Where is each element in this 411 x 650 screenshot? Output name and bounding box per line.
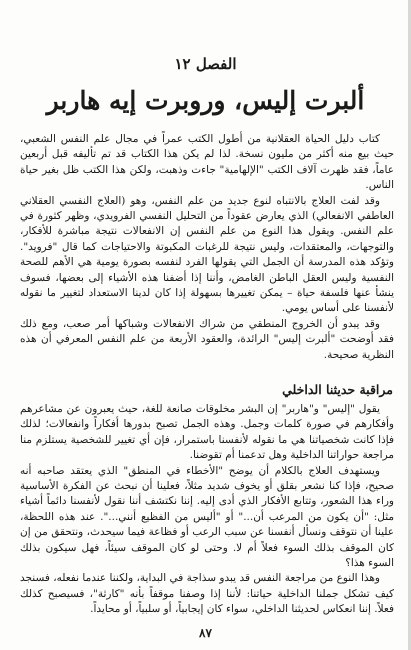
paragraph: وقد يبدو أن الخروج المنطقي من شراك الانفعالات وشباكها أمر صعب، ومع ذلك فقد أوضحت "ألبرت إليس" الرائدة، والعقود الأربعة من علم النفس المعرفي أن هذه النظرية صحيحة. <box>20 317 394 361</box>
chapter-label: الفصل ١٢ <box>174 55 237 73</box>
paragraph: كتاب دليل الحياة العقلانية من أطول الكتب عمراً في مجال علم النفس الشعبي، حيث بيع منه أكثر من مليون نسخة. لذا لم يكن هذا الكتاب قد تم تأليفه قبل أربعين عاماً، فقد ظهرت آلاف الكتب "الإلهامية" جاءت وذهبت، ولكن هذا الكتب ظل بغير حياة الناس. <box>20 133 394 192</box>
paragraph: وقد لفت العلاج بالانتباه لنوع جديد من علم النفس، وهو (العلاج النفسي العقلاني العاطفي الانفعالي) الذي يعارض عقوداً من التحليل النفسي الفرويدي، وظهر كثورة في علم النفس. ويقول هذا النوع من علم النفس إن الانفعالات نتيجة مباشرة للأفكار، والتوجهات، والمعتقدات، وليس نتيجة للرغبات المكبوتة والاحتياجات كما قال "فرويد". وتؤكد هذه المدرسة أن الجمل التي يقولها الفرد لنفسه بصورة يومية هي الأهم للصحة النفسية وليس العقل الباطن الغامض، وأننا إذا أضفنا هذه الأشياء إلى بعضها، فسوف ينشأ عنها فلسفة حياة – يمكن تغييرها بسهولة إذا كان لدينا الاستعداد لتغيير ما نقوله لأنفسنا على أساس يومي. <box>20 194 394 315</box>
intro-text <box>20 132 394 363</box>
page-number: ٨٧ <box>199 626 212 640</box>
paragraph: يقول "إليس" و"هاربر" إن البشر مخلوقات صانعة للغة، حيث يعبرون عن مشاعرهم وأفكارهم في صورة كلمات وجمل. وهذه الجمل تصبح بدورها أفكاراً وانفعالات؛ لذلك فإذا كانت شخصياتنا هي ما نقوله لأنفسنا باستمرار، فإن أي تغيير للشخصية يستلزم منا مراجعة حواراتنا الداخلية وهل تدعمنا أم تقوضنا. <box>20 403 394 462</box>
chapter-title: ألبرت إليس، وروبرت إيه هاربر <box>46 86 365 115</box>
section-heading: مراقبة حديثنا الداخلي <box>282 382 393 397</box>
paragraph: وهذا النوع من مراجعة النفس قد يبدو سذاجة في البداية، ولكننا عندما نفعله، فسنجد كيف تشكل جملنا الداخلية حياتنا: لأننا إذا وصفنا موقفاً بأنه "كارثة"، فسيصبح كذلك فعلاً. إننا انعكاس لحديثنا الداخلي، سواء كان إيجابياً، أو سلبياً، أو محايداً. <box>20 572 394 616</box>
paragraph: ويستهدف العلاج بالكلام أن يوضح "الأخطاء في المنطق" الذي يعتقد صاحبه أنه صحيح، فإذا كنا نشعر بقلق أو يخوف شديد مثلاً، فعلينا أن نبحث عن الفكرة الأساسية وراء هذا الشعور، وتتابع الأفكار الذي أدى إليه. إننا نكتشف أننا نقول لأنفسنا دائماً أشياء مثل: "أن يكون من المرعب أن..." أو "أليس من الفظيع أنني...". عند هذه اللحظة، علينا أن نتوقف ونسأل أنفسنا عن سبب الرعب أو فظاعة فيما سيحدث، ونتحقق من إن كان الموقف بذلك السوء فعلاً أم لا. وحتى لو كان الموقف سيئاً، فهل سيكون بذلك السوء هذا؟ <box>20 464 394 570</box>
section-text <box>20 402 394 618</box>
